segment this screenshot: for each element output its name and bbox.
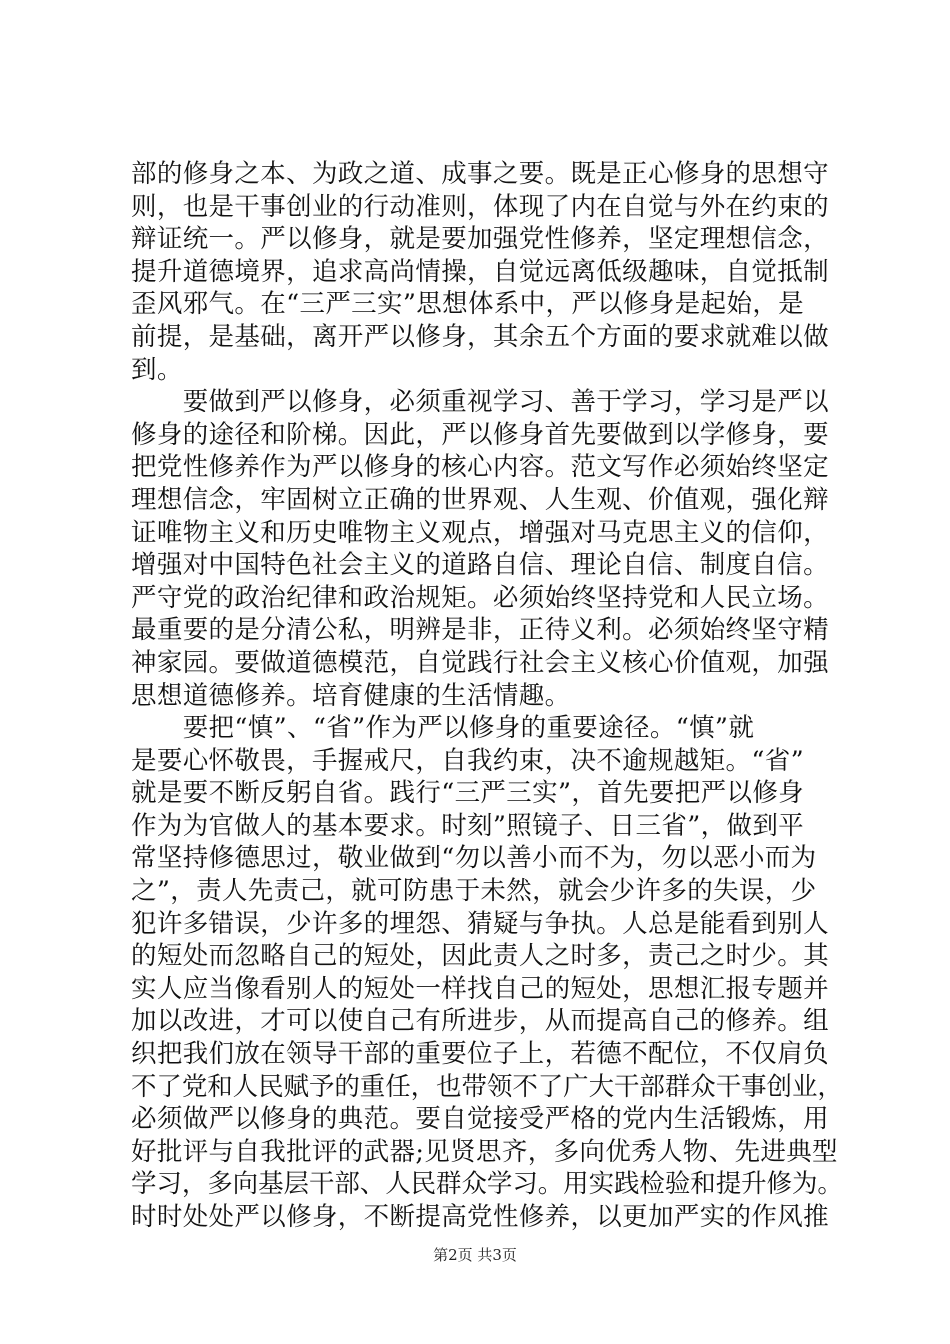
text-line: 提升道德境界，追求高尚情操，自觉远离低级趣味，自觉抵制 bbox=[131, 256, 829, 287]
text-line: 最重要的是分清公私，明辨是非，正待义利。必须始终坚守精 bbox=[131, 615, 829, 646]
text-line: 修身的途径和阶梯。因此，严以修身首先要做到以学修身，要 bbox=[131, 419, 829, 450]
page-footer: 第2页 共3页 bbox=[433, 1246, 517, 1264]
text-line: 到。 bbox=[131, 354, 183, 385]
text-line: 部的修身之本、为政之道、成事之要。既是正心修身的思想守 bbox=[131, 159, 829, 189]
body-text bbox=[131, 158, 843, 1234]
text-line: 增强对中国特色社会主义的道路自信、理论自信、制度自信。 bbox=[131, 550, 829, 581]
text-line: 要把“慎”、“省”作为严以修身的重要途径。“慎”就 bbox=[131, 713, 755, 744]
text-line: 就是要不断反躬自省。践行“三严三实”，首先要把严以修身 bbox=[131, 778, 805, 809]
text-line: 好批评与自我批评的武器;见贤思齐，多向优秀人物、先进典型 bbox=[131, 1136, 838, 1167]
text-line: 学习，多向基层干部、人民群众学习。用实践检验和提升修为。 bbox=[131, 1169, 843, 1200]
text-line: 理想信念，牢固树立正确的世界观、人生观、价值观，强化辩 bbox=[131, 484, 829, 515]
text-line: 神家园。要做道德模范，自觉践行社会主义核心价值观，加强 bbox=[131, 647, 829, 678]
text-line: 不了党和人民赋予的重任，也带领不了广大干部群众干事创业， bbox=[131, 1071, 843, 1102]
text-line: 思想道德修养。培育健康的生活情趣。 bbox=[131, 680, 571, 711]
text-line: 则，也是干事创业的行动准则，体现了内在自觉与外在约束的 bbox=[131, 191, 829, 222]
text-line: 是要心怀敬畏，手握戒尺，自我约束，决不逾规越矩。“省” bbox=[131, 745, 805, 776]
text-line: 证唯物主义和历史唯物主义观点，增强对马克思主义的信仰， bbox=[131, 517, 829, 548]
text-line: 的短处而忽略自己的短处，因此责人之时多，责己之时少。其 bbox=[131, 941, 829, 972]
text-line: 作为为官做人的基本要求。时刻”照镜子、日三省”，做到平 bbox=[131, 810, 805, 841]
text-line: 时时处处严以修身，不断提高党性修养，以更加严实的作风推 bbox=[131, 1202, 829, 1232]
text-line: 歪风邪气。在“三严三实”思想体系中，严以修身是起始，是 bbox=[131, 289, 805, 320]
text-line: 前提，是基础，离开严以修身，其余五个方面的要求就难以做 bbox=[131, 321, 829, 352]
text-line: 犯许多错误，少许多的埋怨、猜疑与争执。人总是能看到别人 bbox=[131, 908, 829, 939]
text-line: 辩证统一。严以修身，就是要加强党性修养，坚定理想信念， bbox=[131, 224, 829, 255]
text-line: 必须做严以修身的典范。要自觉接受严格的党内生活锻炼，用 bbox=[131, 1104, 829, 1135]
text-line: 实人应当像看别人的短处一样找自己的短处，思想汇报专题并 bbox=[131, 973, 829, 1004]
text-line: 要做到严以修身，必须重视学习、善于学习，学习是严以 bbox=[131, 387, 829, 418]
text-line: 加以改进，才可以使自己有所进步，从而提高自己的修养。组 bbox=[131, 1006, 829, 1037]
text-line: 严守党的政治纪律和政治规矩。必须始终坚持党和人民立场。 bbox=[131, 582, 829, 613]
text-line: 常坚持修德思过，敬业做到“勿以善小而不为，勿以恶小而为 bbox=[131, 843, 817, 874]
text-line: 织把我们放在领导干部的重要位子上，若德不配位，不仅肩负 bbox=[131, 1039, 829, 1070]
text-line: 之”，责人先责己，就可防患于未然，就会少许多的失误，少 bbox=[131, 876, 817, 907]
text-line: 把党性修养作为严以修身的核心内容。范文写作必须始终坚定 bbox=[131, 452, 829, 483]
